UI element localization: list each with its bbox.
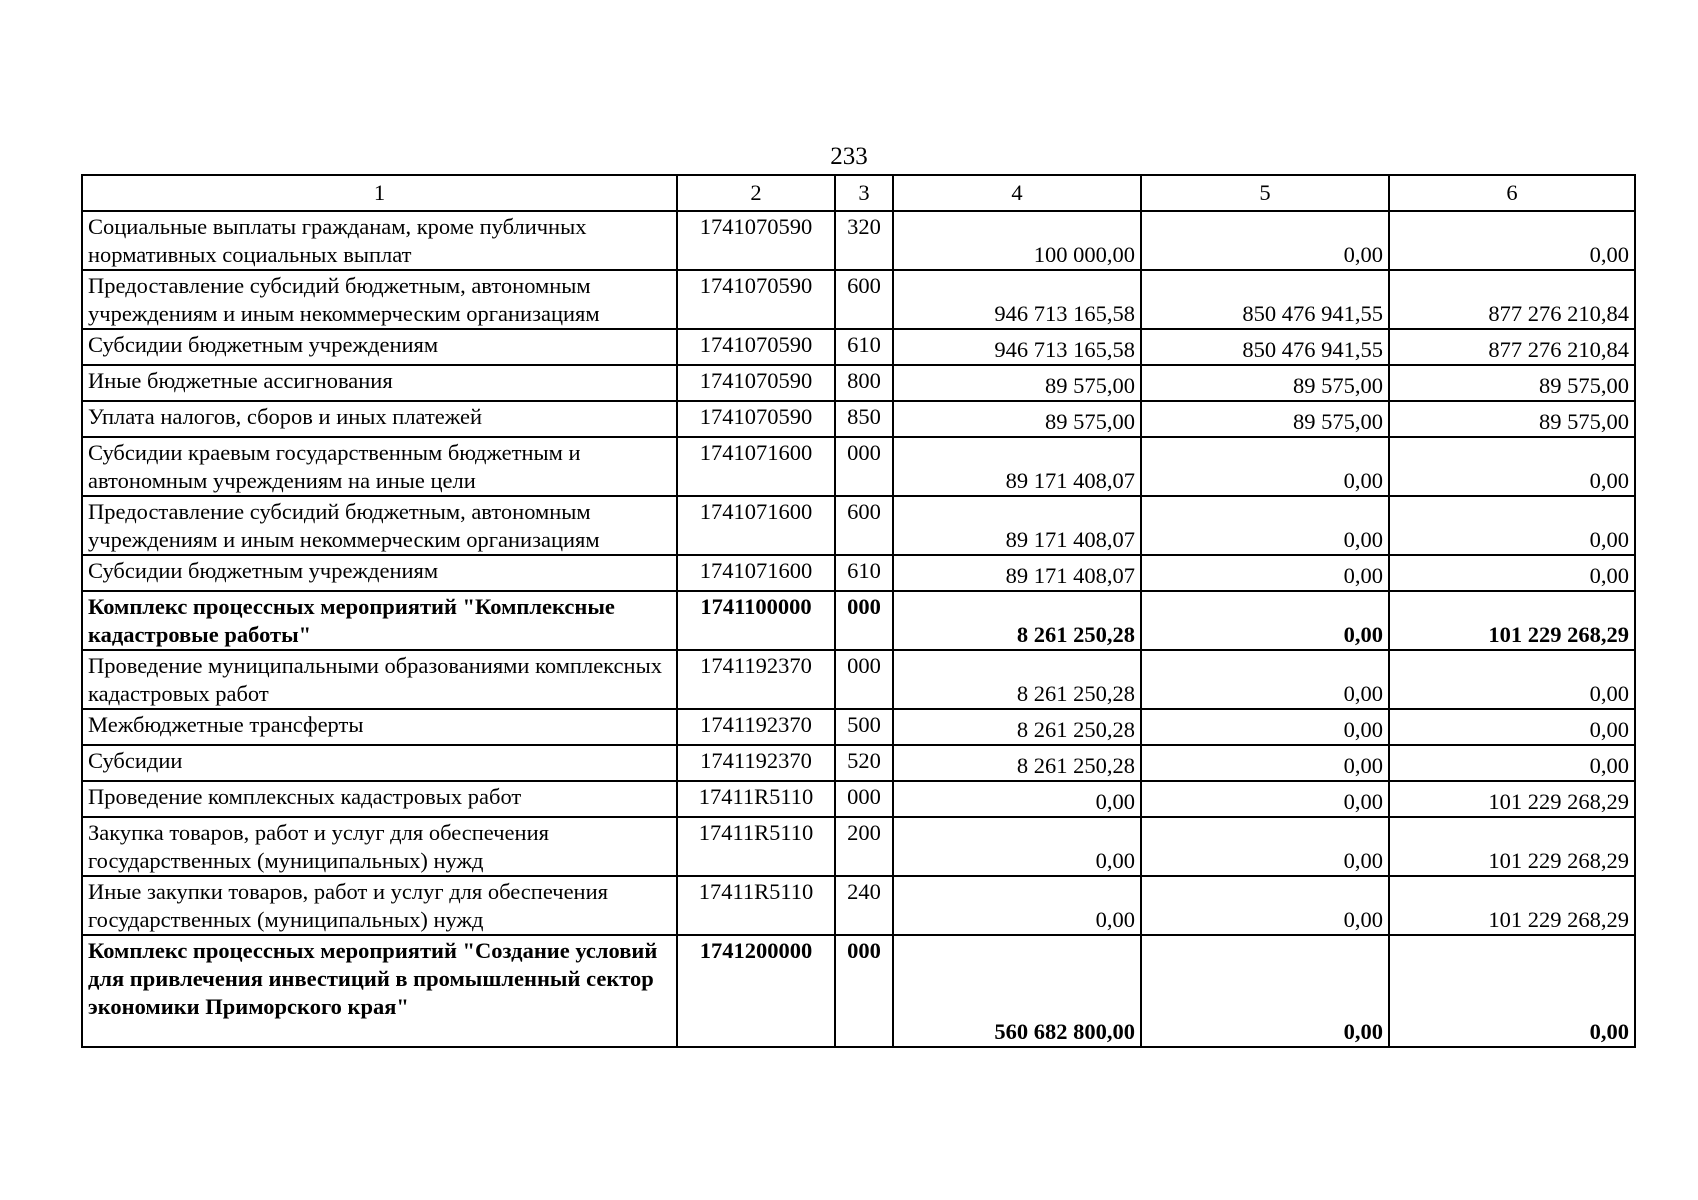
table-row (82, 745, 1635, 781)
table-row (82, 817, 1635, 876)
table-row (82, 555, 1635, 591)
row-value-col5: 0,00 (1141, 437, 1389, 496)
row-code-cell: 1741070590 (677, 329, 835, 365)
row-value-col6: 0,00 (1389, 709, 1635, 745)
header-cell-3: 3 (835, 175, 893, 211)
row-value-col6: 877 276 210,84 (1389, 270, 1635, 329)
row-name-cell: Субсидии бюджетным учреждениям (82, 555, 677, 591)
table-row (82, 781, 1635, 817)
row-name-cell: Предоставление субсидий бюджетным, автономным учреждениям и иным некоммерческим организациям (82, 496, 677, 555)
row-type-cell: 610 (835, 329, 893, 365)
row-value-col4: 8 261 250,28 (893, 650, 1141, 709)
row-code-cell: 1741070590 (677, 365, 835, 401)
row-value-col4: 89 171 408,07 (893, 555, 1141, 591)
row-name-cell: Предоставление субсидий бюджетным, автономным учреждениям и иным некоммерческим организациям (82, 270, 677, 329)
row-code-cell: 1741071600 (677, 437, 835, 496)
row-value-col6: 0,00 (1389, 935, 1635, 1047)
row-value-col6: 101 229 268,29 (1389, 591, 1635, 650)
row-value-col5: 0,00 (1141, 211, 1389, 270)
row-name-cell: Межбюджетные трансферты (82, 709, 677, 745)
row-name-cell: Уплата налогов, сборов и иных платежей (82, 401, 677, 437)
row-type-cell: 610 (835, 555, 893, 591)
row-value-col5: 0,00 (1141, 745, 1389, 781)
row-code-cell: 1741200000 (677, 935, 835, 1047)
row-name-cell: Субсидии краевым государственным бюджетным и автономным учреждениям на иные цели (82, 437, 677, 496)
row-value-col6: 89 575,00 (1389, 401, 1635, 437)
row-value-col5: 0,00 (1141, 709, 1389, 745)
row-code-cell: 17411R5110 (677, 817, 835, 876)
row-value-col4: 946 713 165,58 (893, 270, 1141, 329)
table-row (82, 365, 1635, 401)
row-value-col4: 89 575,00 (893, 401, 1141, 437)
row-name-cell: Закупка товаров, работ и услуг для обеспечения государственных (муниципальных) нужд (82, 817, 677, 876)
row-value-col5: 0,00 (1141, 555, 1389, 591)
row-type-cell: 000 (835, 591, 893, 650)
row-code-cell: 1741071600 (677, 555, 835, 591)
page-number: 233 (830, 143, 868, 170)
row-type-cell: 500 (835, 709, 893, 745)
header-cell-1: 1 (82, 175, 677, 211)
row-value-col4: 0,00 (893, 876, 1141, 935)
table-row (82, 496, 1635, 555)
table-body (82, 211, 1635, 1047)
row-value-col6: 877 276 210,84 (1389, 329, 1635, 365)
header-cell-5: 5 (1141, 175, 1389, 211)
row-value-col6: 0,00 (1389, 745, 1635, 781)
table-row (82, 591, 1635, 650)
budget-table (81, 174, 1636, 1048)
row-name-cell: Проведение комплексных кадастровых работ (82, 781, 677, 817)
header-cell-4: 4 (893, 175, 1141, 211)
row-value-col5: 89 575,00 (1141, 365, 1389, 401)
row-value-col5: 850 476 941,55 (1141, 270, 1389, 329)
row-value-col5: 0,00 (1141, 935, 1389, 1047)
row-value-col5: 0,00 (1141, 876, 1389, 935)
row-code-cell: 1741071600 (677, 496, 835, 555)
header-row (82, 175, 1635, 211)
table-row (82, 935, 1635, 1047)
table-row (82, 709, 1635, 745)
row-value-col4: 100 000,00 (893, 211, 1141, 270)
row-value-col4: 8 261 250,28 (893, 709, 1141, 745)
row-type-cell: 000 (835, 437, 893, 496)
row-type-cell: 600 (835, 496, 893, 555)
row-name-cell: Комплекс процессных мероприятий "Создание условий для привлечения инвестиций в промышленный сектор экономики Приморского края" (82, 935, 677, 1047)
row-name-cell: Субсидии бюджетным учреждениям (82, 329, 677, 365)
row-code-cell: 1741070590 (677, 401, 835, 437)
row-value-col6: 0,00 (1389, 496, 1635, 555)
row-name-cell: Комплекс процессных мероприятий "Комплексные кадастровые работы" (82, 591, 677, 650)
row-type-cell: 800 (835, 365, 893, 401)
row-value-col4: 0,00 (893, 781, 1141, 817)
row-code-cell: 1741070590 (677, 270, 835, 329)
row-type-cell: 600 (835, 270, 893, 329)
row-value-col4: 0,00 (893, 817, 1141, 876)
row-value-col6: 0,00 (1389, 650, 1635, 709)
table-row (82, 650, 1635, 709)
row-value-col5: 0,00 (1141, 496, 1389, 555)
row-type-cell: 000 (835, 935, 893, 1047)
row-value-col4: 89 171 408,07 (893, 437, 1141, 496)
row-name-cell: Социальные выплаты гражданам, кроме публичных нормативных социальных выплат (82, 211, 677, 270)
row-value-col5: 0,00 (1141, 591, 1389, 650)
row-value-col4: 89 171 408,07 (893, 496, 1141, 555)
row-value-col4: 946 713 165,58 (893, 329, 1141, 365)
row-value-col6: 101 229 268,29 (1389, 876, 1635, 935)
row-value-col5: 850 476 941,55 (1141, 329, 1389, 365)
row-name-cell: Проведение муниципальными образованиями комплексных кадастровых работ (82, 650, 677, 709)
table-row (82, 401, 1635, 437)
row-type-cell: 200 (835, 817, 893, 876)
row-code-cell: 1741070590 (677, 211, 835, 270)
table-row (82, 876, 1635, 935)
row-value-col5: 0,00 (1141, 650, 1389, 709)
row-type-cell: 520 (835, 745, 893, 781)
header-cell-6: 6 (1389, 175, 1635, 211)
row-code-cell: 17411R5110 (677, 876, 835, 935)
row-name-cell: Иные закупки товаров, работ и услуг для обеспечения государственных (муниципальных) нужд (82, 876, 677, 935)
row-code-cell: 1741100000 (677, 591, 835, 650)
table-row (82, 329, 1635, 365)
row-code-cell: 1741192370 (677, 650, 835, 709)
row-name-cell: Иные бюджетные ассигнования (82, 365, 677, 401)
row-value-col4: 8 261 250,28 (893, 745, 1141, 781)
row-type-cell: 850 (835, 401, 893, 437)
row-value-col5: 0,00 (1141, 817, 1389, 876)
row-value-col6: 0,00 (1389, 211, 1635, 270)
row-type-cell: 000 (835, 781, 893, 817)
table-row (82, 437, 1635, 496)
row-value-col4: 89 575,00 (893, 365, 1141, 401)
row-type-cell: 320 (835, 211, 893, 270)
row-value-col6: 101 229 268,29 (1389, 781, 1635, 817)
row-type-cell: 000 (835, 650, 893, 709)
row-value-col4: 8 261 250,28 (893, 591, 1141, 650)
row-name-cell: Субсидии (82, 745, 677, 781)
row-value-col6: 0,00 (1389, 437, 1635, 496)
row-value-col6: 89 575,00 (1389, 365, 1635, 401)
table-row (82, 211, 1635, 270)
row-value-col6: 0,00 (1389, 555, 1635, 591)
row-value-col4: 560 682 800,00 (893, 935, 1141, 1047)
row-value-col6: 101 229 268,29 (1389, 817, 1635, 876)
header-cell-2: 2 (677, 175, 835, 211)
row-code-cell: 17411R5110 (677, 781, 835, 817)
row-value-col5: 0,00 (1141, 781, 1389, 817)
row-code-cell: 1741192370 (677, 709, 835, 745)
row-type-cell: 240 (835, 876, 893, 935)
table-row (82, 270, 1635, 329)
row-value-col5: 89 575,00 (1141, 401, 1389, 437)
row-code-cell: 1741192370 (677, 745, 835, 781)
